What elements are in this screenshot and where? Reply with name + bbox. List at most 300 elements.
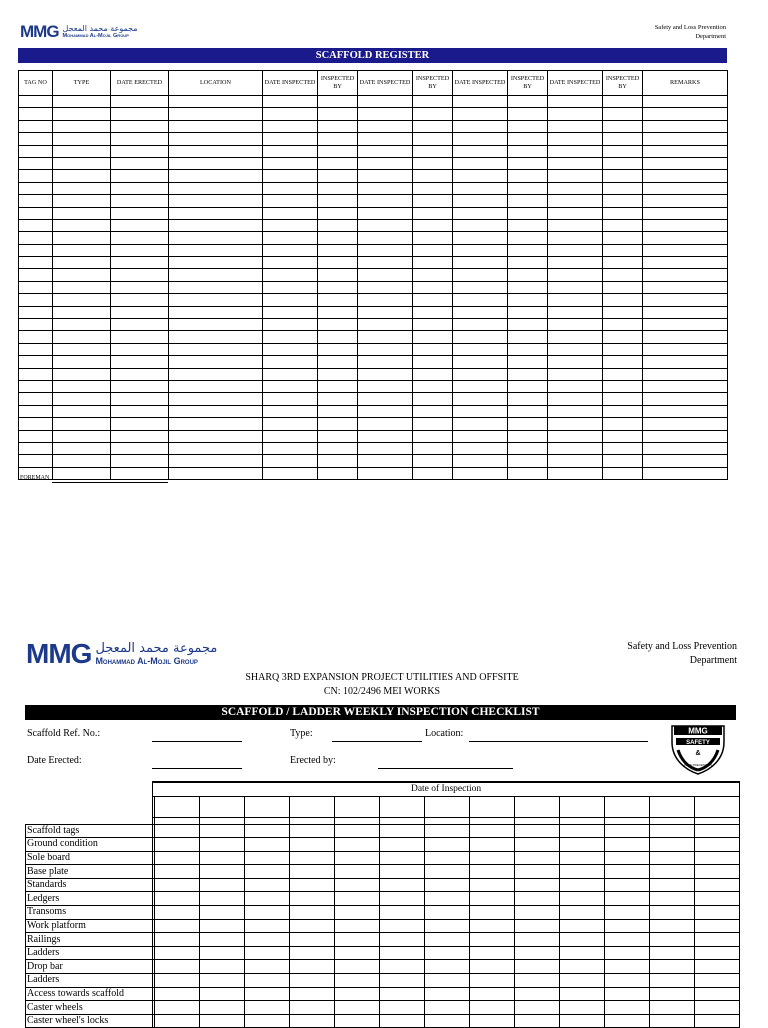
register-cell[interactable] [318,207,358,219]
checklist-check-cell[interactable] [155,946,200,960]
register-cell[interactable] [169,418,263,430]
checklist-check-cell[interactable] [335,933,380,947]
checklist-check-cell[interactable] [335,1014,380,1028]
inspection-date-cell[interactable] [650,796,695,817]
register-cell[interactable] [19,319,53,331]
register-cell[interactable] [111,294,169,306]
register-cell[interactable] [263,455,318,467]
register-cell[interactable] [263,343,318,355]
checklist-check-cell[interactable] [605,933,650,947]
checklist-check-cell[interactable] [605,974,650,988]
register-cell[interactable] [413,145,453,157]
checklist-check-cell[interactable] [695,960,740,974]
register-cell[interactable] [358,108,413,120]
checklist-check-cell[interactable] [380,974,425,988]
checklist-check-cell[interactable] [290,974,335,988]
checklist-check-cell[interactable] [425,878,470,892]
register-cell[interactable] [603,219,643,231]
register-cell[interactable] [318,442,358,454]
register-cell[interactable] [111,442,169,454]
register-cell[interactable] [111,108,169,120]
register-cell[interactable] [318,244,358,256]
register-cell[interactable] [19,108,53,120]
checklist-check-cell[interactable] [560,1001,605,1015]
register-cell[interactable] [643,120,728,132]
register-cell[interactable] [53,120,111,132]
register-cell[interactable] [603,281,643,293]
inspection-date-cell[interactable] [245,796,290,817]
register-cell[interactable] [603,96,643,108]
checklist-check-cell[interactable] [695,1014,740,1028]
register-cell[interactable] [358,219,413,231]
register-cell[interactable] [508,108,548,120]
register-cell[interactable] [19,207,53,219]
register-cell[interactable] [413,120,453,132]
checklist-check-cell[interactable] [605,892,650,906]
checklist-check-cell[interactable] [650,987,695,1001]
register-cell[interactable] [169,442,263,454]
register-cell[interactable] [453,96,508,108]
register-cell[interactable] [358,195,413,207]
register-cell[interactable] [169,319,263,331]
location-field[interactable] [469,741,648,742]
checklist-check-cell[interactable] [515,919,560,933]
register-cell[interactable] [508,257,548,269]
inspection-date-cell[interactable] [155,796,200,817]
register-cell[interactable] [548,393,603,405]
register-cell[interactable] [111,120,169,132]
register-cell[interactable] [318,331,358,343]
register-cell[interactable] [603,244,643,256]
checklist-check-cell[interactable] [425,919,470,933]
register-cell[interactable] [413,207,453,219]
register-cell[interactable] [263,442,318,454]
register-cell[interactable] [169,96,263,108]
register-cell[interactable] [453,133,508,145]
register-cell[interactable] [169,244,263,256]
checklist-check-cell[interactable] [245,892,290,906]
register-cell[interactable] [169,207,263,219]
checklist-check-cell[interactable] [560,960,605,974]
register-cell[interactable] [19,281,53,293]
register-cell[interactable] [358,281,413,293]
register-cell[interactable] [169,294,263,306]
register-cell[interactable] [53,257,111,269]
register-cell[interactable] [548,108,603,120]
checklist-check-cell[interactable] [470,946,515,960]
register-cell[interactable] [169,232,263,244]
checklist-check-cell[interactable] [380,892,425,906]
register-cell[interactable] [19,343,53,355]
register-cell[interactable] [358,207,413,219]
checklist-check-cell[interactable] [515,960,560,974]
register-cell[interactable] [413,380,453,392]
register-cell[interactable] [263,145,318,157]
register-cell[interactable] [508,120,548,132]
register-cell[interactable] [53,195,111,207]
register-cell[interactable] [169,343,263,355]
checklist-check-cell[interactable] [335,865,380,879]
register-cell[interactable] [19,170,53,182]
register-cell[interactable] [318,455,358,467]
register-cell[interactable] [53,244,111,256]
register-cell[interactable] [111,232,169,244]
register-cell[interactable] [453,219,508,231]
checklist-check-cell[interactable] [605,865,650,879]
checklist-check-cell[interactable] [470,824,515,838]
register-cell[interactable] [453,455,508,467]
register-cell[interactable] [358,120,413,132]
checklist-check-cell[interactable] [650,892,695,906]
checklist-check-cell[interactable] [200,851,245,865]
register-cell[interactable] [19,232,53,244]
register-cell[interactable] [643,343,728,355]
register-cell[interactable] [548,368,603,380]
register-cell[interactable] [19,157,53,169]
register-cell[interactable] [643,133,728,145]
checklist-check-cell[interactable] [290,960,335,974]
checklist-check-cell[interactable] [515,865,560,879]
checklist-check-cell[interactable] [695,892,740,906]
register-cell[interactable] [263,331,318,343]
register-cell[interactable] [263,157,318,169]
register-cell[interactable] [643,182,728,194]
register-cell[interactable] [413,467,453,479]
checklist-check-cell[interactable] [425,892,470,906]
register-cell[interactable] [643,207,728,219]
register-cell[interactable] [453,306,508,318]
checklist-check-cell[interactable] [335,851,380,865]
checklist-check-cell[interactable] [335,1001,380,1015]
checklist-check-cell[interactable] [560,906,605,920]
register-cell[interactable] [453,207,508,219]
register-cell[interactable] [413,133,453,145]
register-cell[interactable] [453,157,508,169]
register-cell[interactable] [548,455,603,467]
register-cell[interactable] [263,257,318,269]
register-cell[interactable] [263,405,318,417]
register-cell[interactable] [111,343,169,355]
register-cell[interactable] [111,170,169,182]
register-cell[interactable] [263,281,318,293]
checklist-check-cell[interactable] [155,878,200,892]
checklist-check-cell[interactable] [245,851,290,865]
register-cell[interactable] [548,207,603,219]
register-cell[interactable] [453,368,508,380]
register-cell[interactable] [111,145,169,157]
register-cell[interactable] [263,232,318,244]
register-cell[interactable] [603,257,643,269]
checklist-check-cell[interactable] [515,824,560,838]
checklist-check-cell[interactable] [200,865,245,879]
register-cell[interactable] [508,145,548,157]
register-cell[interactable] [453,244,508,256]
register-cell[interactable] [318,405,358,417]
register-cell[interactable] [111,195,169,207]
register-cell[interactable] [508,343,548,355]
register-cell[interactable] [508,380,548,392]
register-cell[interactable] [603,269,643,281]
register-cell[interactable] [453,294,508,306]
register-cell[interactable] [643,467,728,479]
register-cell[interactable] [111,182,169,194]
register-cell[interactable] [111,319,169,331]
register-cell[interactable] [169,467,263,479]
checklist-check-cell[interactable] [560,933,605,947]
register-cell[interactable] [413,182,453,194]
register-cell[interactable] [413,96,453,108]
register-cell[interactable] [358,418,413,430]
register-cell[interactable] [111,244,169,256]
register-cell[interactable] [169,455,263,467]
register-cell[interactable] [643,157,728,169]
register-cell[interactable] [263,306,318,318]
register-cell[interactable] [111,368,169,380]
register-cell[interactable] [453,182,508,194]
register-cell[interactable] [643,418,728,430]
register-cell[interactable] [413,232,453,244]
checklist-check-cell[interactable] [470,987,515,1001]
register-cell[interactable] [169,405,263,417]
checklist-check-cell[interactable] [470,919,515,933]
register-cell[interactable] [603,319,643,331]
register-cell[interactable] [53,380,111,392]
checklist-check-cell[interactable] [245,824,290,838]
register-cell[interactable] [169,331,263,343]
inspection-date-cell[interactable] [380,796,425,817]
register-cell[interactable] [413,195,453,207]
checklist-check-cell[interactable] [245,1014,290,1028]
foreman-signature-line[interactable] [52,482,168,483]
checklist-check-cell[interactable] [245,960,290,974]
register-cell[interactable] [53,467,111,479]
inspection-date-cell[interactable] [560,796,605,817]
checklist-check-cell[interactable] [335,878,380,892]
register-cell[interactable] [508,269,548,281]
checklist-check-cell[interactable] [650,946,695,960]
register-cell[interactable] [548,294,603,306]
register-cell[interactable] [318,133,358,145]
register-cell[interactable] [603,331,643,343]
register-cell[interactable] [413,294,453,306]
register-cell[interactable] [53,145,111,157]
register-cell[interactable] [358,232,413,244]
checklist-check-cell[interactable] [560,946,605,960]
checklist-check-cell[interactable] [695,865,740,879]
register-cell[interactable] [263,244,318,256]
checklist-check-cell[interactable] [650,1014,695,1028]
register-cell[interactable] [548,170,603,182]
register-cell[interactable] [643,368,728,380]
register-cell[interactable] [453,319,508,331]
checklist-check-cell[interactable] [515,933,560,947]
register-cell[interactable] [413,405,453,417]
checklist-check-cell[interactable] [605,838,650,852]
register-cell[interactable] [358,133,413,145]
register-cell[interactable] [263,207,318,219]
checklist-check-cell[interactable] [200,933,245,947]
register-cell[interactable] [508,430,548,442]
register-cell[interactable] [548,257,603,269]
register-cell[interactable] [358,467,413,479]
register-cell[interactable] [603,182,643,194]
register-cell[interactable] [169,195,263,207]
checklist-check-cell[interactable] [380,824,425,838]
checklist-check-cell[interactable] [380,946,425,960]
register-cell[interactable] [318,343,358,355]
register-cell[interactable] [318,380,358,392]
register-cell[interactable] [453,232,508,244]
register-cell[interactable] [111,269,169,281]
register-cell[interactable] [263,467,318,479]
register-cell[interactable] [508,244,548,256]
checklist-check-cell[interactable] [515,892,560,906]
checklist-check-cell[interactable] [245,974,290,988]
inspection-date-cell[interactable] [425,796,470,817]
register-cell[interactable] [53,356,111,368]
register-cell[interactable] [169,219,263,231]
register-cell[interactable] [548,306,603,318]
register-cell[interactable] [413,306,453,318]
checklist-check-cell[interactable] [155,933,200,947]
checklist-check-cell[interactable] [650,851,695,865]
register-cell[interactable] [453,195,508,207]
checklist-check-cell[interactable] [290,906,335,920]
checklist-check-cell[interactable] [200,987,245,1001]
register-cell[interactable] [318,418,358,430]
scaffold-ref-field[interactable] [152,741,242,742]
register-cell[interactable] [508,207,548,219]
checklist-check-cell[interactable] [155,974,200,988]
register-cell[interactable] [508,170,548,182]
register-cell[interactable] [508,133,548,145]
register-cell[interactable] [508,294,548,306]
register-cell[interactable] [453,281,508,293]
checklist-check-cell[interactable] [650,824,695,838]
register-cell[interactable] [19,380,53,392]
checklist-check-cell[interactable] [425,865,470,879]
erected-by-field[interactable] [378,768,513,769]
register-cell[interactable] [111,393,169,405]
register-cell[interactable] [453,356,508,368]
register-cell[interactable] [413,319,453,331]
register-cell[interactable] [111,418,169,430]
register-cell[interactable] [53,442,111,454]
register-cell[interactable] [111,405,169,417]
register-cell[interactable] [53,294,111,306]
checklist-check-cell[interactable] [200,824,245,838]
register-cell[interactable] [19,393,53,405]
checklist-check-cell[interactable] [380,933,425,947]
checklist-check-cell[interactable] [605,919,650,933]
checklist-check-cell[interactable] [425,1014,470,1028]
register-cell[interactable] [358,455,413,467]
checklist-check-cell[interactable] [290,824,335,838]
checklist-check-cell[interactable] [290,1001,335,1015]
register-cell[interactable] [111,207,169,219]
checklist-check-cell[interactable] [695,824,740,838]
checklist-check-cell[interactable] [560,865,605,879]
register-cell[interactable] [358,306,413,318]
inspection-date-cell[interactable] [200,796,245,817]
register-cell[interactable] [169,269,263,281]
register-cell[interactable] [603,467,643,479]
register-cell[interactable] [358,356,413,368]
register-cell[interactable] [111,455,169,467]
checklist-check-cell[interactable] [200,919,245,933]
register-cell[interactable] [318,108,358,120]
checklist-check-cell[interactable] [380,1014,425,1028]
register-cell[interactable] [548,467,603,479]
register-cell[interactable] [263,368,318,380]
register-cell[interactable] [453,108,508,120]
checklist-check-cell[interactable] [470,838,515,852]
register-cell[interactable] [643,455,728,467]
checklist-check-cell[interactable] [560,851,605,865]
checklist-check-cell[interactable] [290,851,335,865]
register-cell[interactable] [643,244,728,256]
register-cell[interactable] [508,232,548,244]
register-cell[interactable] [53,157,111,169]
register-cell[interactable] [263,380,318,392]
register-cell[interactable] [19,120,53,132]
checklist-check-cell[interactable] [650,960,695,974]
checklist-check-cell[interactable] [290,878,335,892]
checklist-check-cell[interactable] [650,865,695,879]
checklist-check-cell[interactable] [515,906,560,920]
register-cell[interactable] [53,306,111,318]
register-cell[interactable] [358,393,413,405]
register-cell[interactable] [508,356,548,368]
register-cell[interactable] [603,232,643,244]
checklist-check-cell[interactable] [605,1014,650,1028]
register-cell[interactable] [548,418,603,430]
checklist-check-cell[interactable] [290,892,335,906]
checklist-check-cell[interactable] [470,906,515,920]
register-cell[interactable] [263,195,318,207]
register-cell[interactable] [508,368,548,380]
checklist-check-cell[interactable] [200,878,245,892]
register-cell[interactable] [548,331,603,343]
register-cell[interactable] [413,368,453,380]
register-cell[interactable] [548,232,603,244]
checklist-check-cell[interactable] [200,906,245,920]
checklist-check-cell[interactable] [155,960,200,974]
register-cell[interactable] [169,170,263,182]
checklist-check-cell[interactable] [335,892,380,906]
register-cell[interactable] [263,182,318,194]
register-cell[interactable] [318,467,358,479]
checklist-check-cell[interactable] [425,974,470,988]
register-cell[interactable] [53,455,111,467]
register-cell[interactable] [603,356,643,368]
checklist-check-cell[interactable] [605,946,650,960]
checklist-check-cell[interactable] [380,960,425,974]
checklist-check-cell[interactable] [245,933,290,947]
register-cell[interactable] [508,442,548,454]
checklist-check-cell[interactable] [695,1001,740,1015]
checklist-check-cell[interactable] [515,838,560,852]
register-cell[interactable] [19,430,53,442]
register-cell[interactable] [358,368,413,380]
checklist-check-cell[interactable] [560,878,605,892]
checklist-check-cell[interactable] [155,838,200,852]
register-cell[interactable] [508,319,548,331]
checklist-check-cell[interactable] [470,974,515,988]
register-cell[interactable] [643,96,728,108]
register-cell[interactable] [263,393,318,405]
register-cell[interactable] [318,257,358,269]
